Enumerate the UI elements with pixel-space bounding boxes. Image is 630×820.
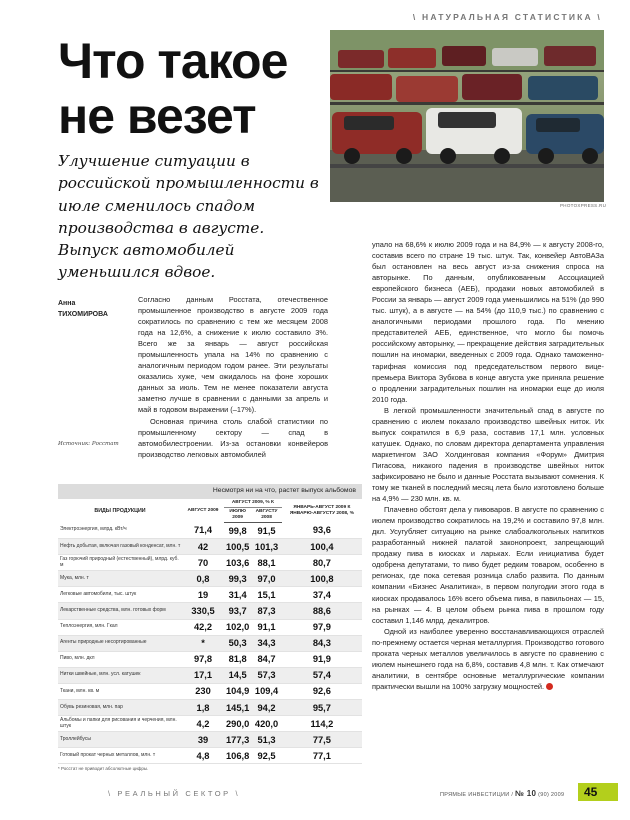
table-row [58, 651, 362, 667]
cell-aug-2009: 4,8 [182, 748, 224, 764]
cell-product: Нефть добытая, включая газовый конденсат, млн. т [58, 539, 182, 555]
table-row [58, 523, 362, 539]
cell-ytd: 80,7 [282, 555, 362, 571]
paragraph: Основная причина столь слабой статистики по промышленному сектору — спад в автомобилестроении. Из-за остановки конвейеров производство легковых автомобилей [138, 416, 328, 459]
cell-product: Троллейбусы [58, 732, 182, 748]
cell-ytd: 84,3 [282, 635, 362, 651]
cell-ytd: 88,6 [282, 603, 362, 619]
cell-jul: 106,8 [224, 748, 251, 764]
cell-jul: 93,7 [224, 603, 251, 619]
cell-aug-2009: 1,8 [182, 700, 224, 716]
cell-ytd: 77,1 [282, 748, 362, 764]
cell-aug-2008: 101,3 [251, 539, 282, 555]
header-ytd: ЯНВАРЬ-АВГУСТ 2009 К ЯНВАРЮ-АВГУСТУ 2008, % [289, 504, 354, 516]
cell-jul: 14,5 [224, 667, 251, 683]
paragraph: Плачевно обстоят дела у пивоваров. В августе по сравнению с июлем производство сократилось на 19,2% и составило 97,8 млн. дкл. Усугубляет ситуацию на рынке слабоалкогольных напитков разработанный нижней палатой законопроект, запрещающий продажу пива в киосках и ларьках. Если инициатива будет одобрена депутатами, то пиво будет редким товаром, особенно в регионах, где пока сетевая розница слабо развита. По данным компании «Бизнес Аналитика», в первом полугодии этого года в киосках продавалось 16% всего объема пива, в павильонах — 15, на рынках — 4. В целом объем рынка пива в прошлом году составил 1,146 млрд. декалитров. [372, 505, 604, 625]
paragraph: В легкой промышленности значительный спад в августе по сравнению с июлем показало производство швейных ниток. Их выпуск сократился в 6,9 раза, составив 17,1 млн. условных катушек. Однако, по словам директора департамента управления маркетингом ЗАО Холдинговая компания «Форум» Дмитрия Пигасова, никакого падения в производстве швейных ниток зафиксировано не было и данные Росстата вызывают сомнения. К тому же тканей в последний месяц лета было изготовлено больше на 4,9% — 230 млн. кв. м. [372, 405, 604, 504]
source-note: Источник: Росстат [58, 441, 119, 447]
header-product: ВИДЫ ПРОДУКЦИИ [94, 507, 146, 514]
cell-aug-2008: 15,1 [251, 587, 282, 603]
paragraph-text: Одной из наиболее уверенно восстанавливающихся отраслей по-прежнему остается черная металлургия. Производство готового проката черных металлов увеличилось в августе по сравнению с июлем нынешнего года на 6,8%, составив 4,8 млн. т. Как отмечают аналитики, в сентябре основные металлургические компании практически вышли на 100% загрузку мощностей. [372, 626, 604, 691]
cell-aug-2008: 87,3 [251, 603, 282, 619]
cell-jul: 31,4 [224, 587, 251, 603]
table-row [58, 603, 362, 619]
cell-product: Альбомы и папки для рисования и черчения, млн. штук [58, 716, 182, 732]
table-row [58, 587, 362, 603]
cell-jul: 290,0 [224, 716, 251, 732]
cell-jul: 100,5 [224, 539, 251, 555]
table-row [58, 555, 362, 571]
issue-number: № 10 [515, 789, 537, 798]
cell-aug-2008: 97,0 [251, 571, 282, 587]
cell-ytd: 114,2 [282, 716, 362, 732]
cell-ytd: 93,6 [282, 523, 362, 539]
article-title: Что такое не везет [58, 33, 288, 144]
cell-product: Агенты природные несортированные [58, 635, 182, 651]
cell-jul: 99,8 [224, 523, 251, 539]
table-row [58, 716, 362, 732]
cell-aug-2008: 91,1 [251, 619, 282, 635]
cell-ytd: 91,9 [282, 651, 362, 667]
author-byline [58, 298, 130, 320]
article-lead: Улучшение ситуации в российской промышленности в июле сменилось спадом производства в августе. Выпуск автомобилей уменьшился вдвое. [58, 152, 319, 282]
table-title: Несмотря ни на что, растет выпуск альбомов [58, 484, 362, 499]
cell-ytd: 100,8 [282, 571, 362, 587]
cars-photo [330, 30, 604, 202]
cell-jul: 50,3 [224, 635, 251, 651]
cell-aug-2009: 230 [182, 683, 224, 699]
cell-aug-2009: 4,2 [182, 716, 224, 732]
header-aug-2009: АВГУСТ 2009 [187, 507, 219, 513]
cell-aug-2008: 109,4 [251, 683, 282, 699]
cell-jul: 103,6 [224, 555, 251, 571]
table-row [58, 748, 362, 764]
page-number: 45 [578, 783, 618, 801]
cell-jul: 177,3 [224, 732, 251, 748]
cell-ytd: 57,4 [282, 667, 362, 683]
cell-aug-2009: 17,1 [182, 667, 224, 683]
cell-ytd: 77,5 [282, 732, 362, 748]
cell-product: Обувь резиновая, млн. пар [58, 700, 182, 716]
cell-product: Лекарственные средства, млн. готовых форм [58, 603, 182, 619]
cars-photo-image [330, 30, 604, 202]
table-row [58, 732, 362, 748]
cell-aug-2008: 34,3 [251, 635, 282, 651]
cell-aug-2009: 19 [182, 587, 224, 603]
cell-aug-2008: 92,5 [251, 748, 282, 764]
article-column-1 [138, 294, 328, 460]
cell-aug-2008: 51,3 [251, 732, 282, 748]
cell-ytd: 92,6 [282, 683, 362, 699]
header-aug-percent-group: АВГУСТ 2009, % К [224, 499, 282, 508]
cell-product: Пиво, млн. дкл [58, 651, 182, 667]
cell-aug-2008: 420,0 [251, 716, 282, 732]
photo-credit: PHOTOXPRESS.RU [560, 203, 607, 208]
cell-product: Электроэнергия, млрд. кВт/ч [58, 523, 182, 539]
table-row [58, 619, 362, 635]
article-column-2 [372, 239, 604, 692]
table-footnote: * Росстат не приводит абсолютные цифры. [58, 766, 149, 772]
author-last-name: ТИХОМИРОВА [58, 311, 108, 318]
section-rubric: \ НАТУРАЛЬНАЯ СТАТИСТИКА \ [412, 12, 602, 22]
cell-ytd: 100,4 [282, 539, 362, 555]
cell-aug-2009: 39 [182, 732, 224, 748]
cell-product: Легковые автомобили, тыс. штук [58, 587, 182, 603]
cell-aug-2009: 70 [182, 555, 224, 571]
cell-ytd: 97,9 [282, 619, 362, 635]
table-row [58, 539, 362, 555]
table-row [58, 571, 362, 587]
cell-jul: 99,3 [224, 571, 251, 587]
cell-product: Нитки швейные, млн. усл. катушек [58, 667, 182, 683]
cell-aug-2008: 88,1 [251, 555, 282, 571]
table-row [58, 667, 362, 683]
end-mark-icon [546, 683, 553, 690]
data-table [58, 499, 362, 764]
table-body [58, 523, 362, 764]
paragraph [372, 626, 604, 692]
header-jul: ИЮЛЮ 2009 [224, 508, 251, 523]
author-first-name: Анна [58, 300, 76, 307]
footer-magazine [440, 789, 564, 798]
production-table [58, 484, 362, 771]
header-aug-2008: АВГУСТУ 2008 [251, 508, 282, 523]
footer-section: \ РЕАЛЬНЫЙ СЕКТОР \ [108, 789, 241, 798]
cell-aug-2009: 42,2 [182, 619, 224, 635]
cell-aug-2008: 94,2 [251, 700, 282, 716]
cell-jul: 104,9 [224, 683, 251, 699]
cell-jul: 102,0 [224, 619, 251, 635]
cell-aug-2009: 0,8 [182, 571, 224, 587]
cell-ytd: 95,7 [282, 700, 362, 716]
cell-aug-2008: 91,5 [251, 523, 282, 539]
cell-product: Мука, млн. т [58, 571, 182, 587]
cell-product: Газ горючий природный (естественный), млрд. куб. м [58, 555, 182, 571]
cell-aug-2009: 42 [182, 539, 224, 555]
cell-aug-2009: 97,8 [182, 651, 224, 667]
cell-jul: 81,8 [224, 651, 251, 667]
issue-date: (90) 2009 [538, 792, 565, 798]
cell-aug-2008: 84,7 [251, 651, 282, 667]
table-row [58, 700, 362, 716]
cell-aug-2009: 330,5 [182, 603, 224, 619]
cell-aug-2009: * [182, 635, 224, 651]
cell-ytd: 37,4 [282, 587, 362, 603]
table-row [58, 683, 362, 699]
cell-jul: 145,1 [224, 700, 251, 716]
cell-aug-2008: 57,3 [251, 667, 282, 683]
cell-product: Ткани, млн. кв. м [58, 683, 182, 699]
paragraph: Согласно данным Росстата, отечественное промышленное производство в августе 2009 года сократилось по сравнению с тем же месяцем 2008 года на 12,6%, а снижение к июлю составило 3%. Всего же за январь — август российская промышленность упала на 14% по сравнению с аналогичным периодом годом ранее. Эти результаты оказались хуже, чем ожидалось на фоне хороших данных за июль. Тем не менее показатели августа заметно лучше в сравнении с данными за апрель и май в годовом выражении (–17%). [138, 295, 328, 415]
cell-product: Теплоэнергия, млн. Гкал [58, 619, 182, 635]
magazine-name: ПРЯМЫЕ ИНВЕСТИЦИИ / [440, 792, 514, 798]
cell-aug-2009: 71,4 [182, 523, 224, 539]
cell-product: Готовый прокат черных металлов, млн. т [58, 748, 182, 764]
paragraph: упало на 68,6% к июлю 2009 года и на 84,9% — к августу 2008-го, составив всего по стране 19 тыс. штук. Так, конвейер АвтоВАЗа был остановлен на весь август из-за снижения спроса на авторынке. По данным, опубликованным Ассоциацией европейского бизнеса (АЕБ), продажи новых автомобилей в России за январь — август 2009 года уменьшились на 51% (до 990 тыс. штук), а в августе — на 54% (до 110,9 тыс.) по сравнению с аналогичными периодами прошлого года. По мнению представителей АЕБ, единственное, что могло бы помочь российскому авторынку, — прекращение действия заградительных пошлин на иномарки, введенных с 2009 года. Однако таможенно-тарифная комиссия под председательством первого вице-премьера Виктора Зубкова в конце августа уже приняла решение о продлении заградительных пошлин на иномарки еще до июля 2010 года. [372, 240, 604, 404]
table-row [58, 635, 362, 651]
